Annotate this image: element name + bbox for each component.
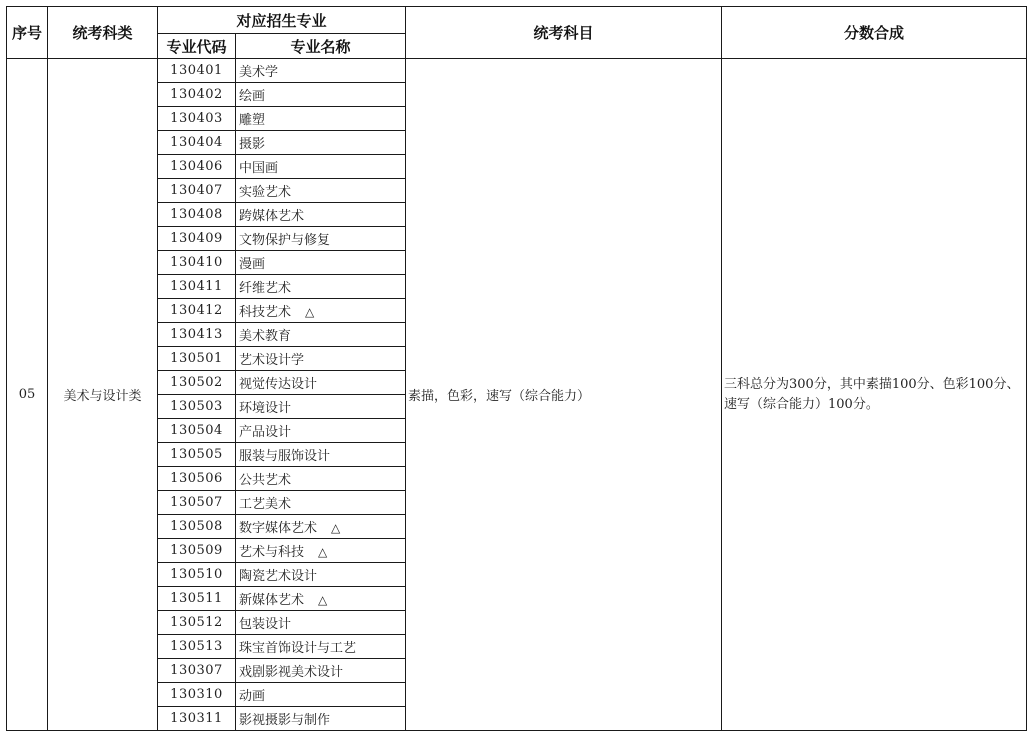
major-name-cell xyxy=(236,323,406,347)
group-seq: 05 xyxy=(7,59,48,731)
major-name: 新媒体艺术 xyxy=(239,593,305,608)
major-name-cell xyxy=(236,131,406,155)
major-code: 130411 xyxy=(158,275,236,299)
triangle-mark-icon: △ xyxy=(331,521,341,535)
major-code: 130403 xyxy=(158,107,236,131)
major-code: 130502 xyxy=(158,371,236,395)
major-name-cell xyxy=(236,491,406,515)
major-name-cell xyxy=(236,155,406,179)
major-name: 科技艺术 xyxy=(239,305,292,320)
major-name: 艺术与科技 xyxy=(239,545,305,560)
major-name-cell xyxy=(236,707,406,731)
major-name: 珠宝首饰设计与工艺 xyxy=(239,641,357,656)
major-name-cell xyxy=(236,251,406,275)
admissions-table-wrapper xyxy=(6,6,1027,731)
major-name-cell xyxy=(236,611,406,635)
major-code: 130511 xyxy=(158,587,236,611)
major-name-cell xyxy=(236,587,406,611)
admissions-table xyxy=(6,6,1027,731)
major-code: 130311 xyxy=(158,707,236,731)
major-code: 130412 xyxy=(158,299,236,323)
major-name-cell xyxy=(236,563,406,587)
major-code: 130507 xyxy=(158,491,236,515)
major-name: 实验艺术 xyxy=(239,185,292,200)
header-category: 统考科类 xyxy=(48,7,158,59)
header-major-code: 专业代码 xyxy=(158,34,236,59)
major-name-cell xyxy=(236,371,406,395)
table-row xyxy=(7,59,1027,83)
header-scoring: 分数合成 xyxy=(722,7,1027,59)
major-name: 纤维艺术 xyxy=(239,281,292,296)
header-seq: 序号 xyxy=(7,7,48,59)
major-name-cell xyxy=(236,227,406,251)
major-name: 公共艺术 xyxy=(239,473,292,488)
major-name: 服装与服饰设计 xyxy=(239,449,331,464)
major-name-cell xyxy=(236,515,406,539)
major-code: 130509 xyxy=(158,539,236,563)
major-code: 130501 xyxy=(158,347,236,371)
major-code: 130310 xyxy=(158,683,236,707)
major-name-cell xyxy=(236,203,406,227)
major-name: 产品设计 xyxy=(239,425,292,440)
major-name-cell xyxy=(236,395,406,419)
major-name: 工艺美术 xyxy=(239,497,292,512)
major-name: 雕塑 xyxy=(239,113,266,128)
major-name-cell xyxy=(236,59,406,83)
major-name-cell xyxy=(236,83,406,107)
major-code: 130406 xyxy=(158,155,236,179)
major-code: 130513 xyxy=(158,635,236,659)
major-code: 130510 xyxy=(158,563,236,587)
major-name: 摄影 xyxy=(239,137,266,152)
major-name-cell xyxy=(236,419,406,443)
major-code: 130410 xyxy=(158,251,236,275)
major-name: 影视摄影与制作 xyxy=(239,713,331,728)
major-name: 绘画 xyxy=(239,89,266,104)
major-name: 数字媒体艺术 xyxy=(239,521,318,536)
major-code: 130307 xyxy=(158,659,236,683)
major-name: 美术学 xyxy=(239,65,279,80)
major-code: 130404 xyxy=(158,131,236,155)
major-name: 视觉传达设计 xyxy=(239,377,318,392)
major-name-cell xyxy=(236,179,406,203)
group-scoring: 三科总分为300分，其中素描100分、色彩100分、速写（综合能力）100分。 xyxy=(722,59,1027,731)
table-body xyxy=(7,59,1027,731)
major-code: 130402 xyxy=(158,83,236,107)
major-name-cell xyxy=(236,107,406,131)
major-name: 艺术设计学 xyxy=(239,353,305,368)
major-name: 美术教育 xyxy=(239,329,292,344)
triangle-mark-icon: △ xyxy=(318,593,328,607)
header-subjects: 统考科目 xyxy=(406,7,722,59)
major-code: 130504 xyxy=(158,419,236,443)
header-majors-group: 对应招生专业 xyxy=(158,7,406,34)
triangle-mark-icon: △ xyxy=(305,305,315,319)
major-name: 文物保护与修复 xyxy=(239,233,331,248)
major-name-cell xyxy=(236,275,406,299)
major-name: 戏剧影视美术设计 xyxy=(239,665,344,680)
major-code: 130512 xyxy=(158,611,236,635)
major-name-cell xyxy=(236,683,406,707)
major-name: 中国画 xyxy=(239,161,279,176)
major-name: 环境设计 xyxy=(239,401,292,416)
major-code: 130413 xyxy=(158,323,236,347)
major-name: 动画 xyxy=(239,689,266,704)
major-name-cell xyxy=(236,299,406,323)
major-code: 130503 xyxy=(158,395,236,419)
major-name: 漫画 xyxy=(239,257,266,272)
major-code: 130407 xyxy=(158,179,236,203)
major-code: 130401 xyxy=(158,59,236,83)
major-code: 130409 xyxy=(158,227,236,251)
major-name: 陶瓷艺术设计 xyxy=(239,569,318,584)
major-name: 包装设计 xyxy=(239,617,292,632)
major-name-cell xyxy=(236,347,406,371)
major-name-cell xyxy=(236,539,406,563)
major-code: 130508 xyxy=(158,515,236,539)
header-major-name: 专业名称 xyxy=(236,34,406,59)
major-code: 130505 xyxy=(158,443,236,467)
major-code: 130408 xyxy=(158,203,236,227)
major-name: 跨媒体艺术 xyxy=(239,209,305,224)
group-subjects: 素描，色彩，速写（综合能力） xyxy=(406,59,722,731)
triangle-mark-icon: △ xyxy=(318,545,328,559)
major-name-cell xyxy=(236,659,406,683)
group-category: 美术与设计类 xyxy=(48,59,158,731)
major-code: 130506 xyxy=(158,467,236,491)
major-name-cell xyxy=(236,467,406,491)
major-name-cell xyxy=(236,635,406,659)
major-name-cell xyxy=(236,443,406,467)
